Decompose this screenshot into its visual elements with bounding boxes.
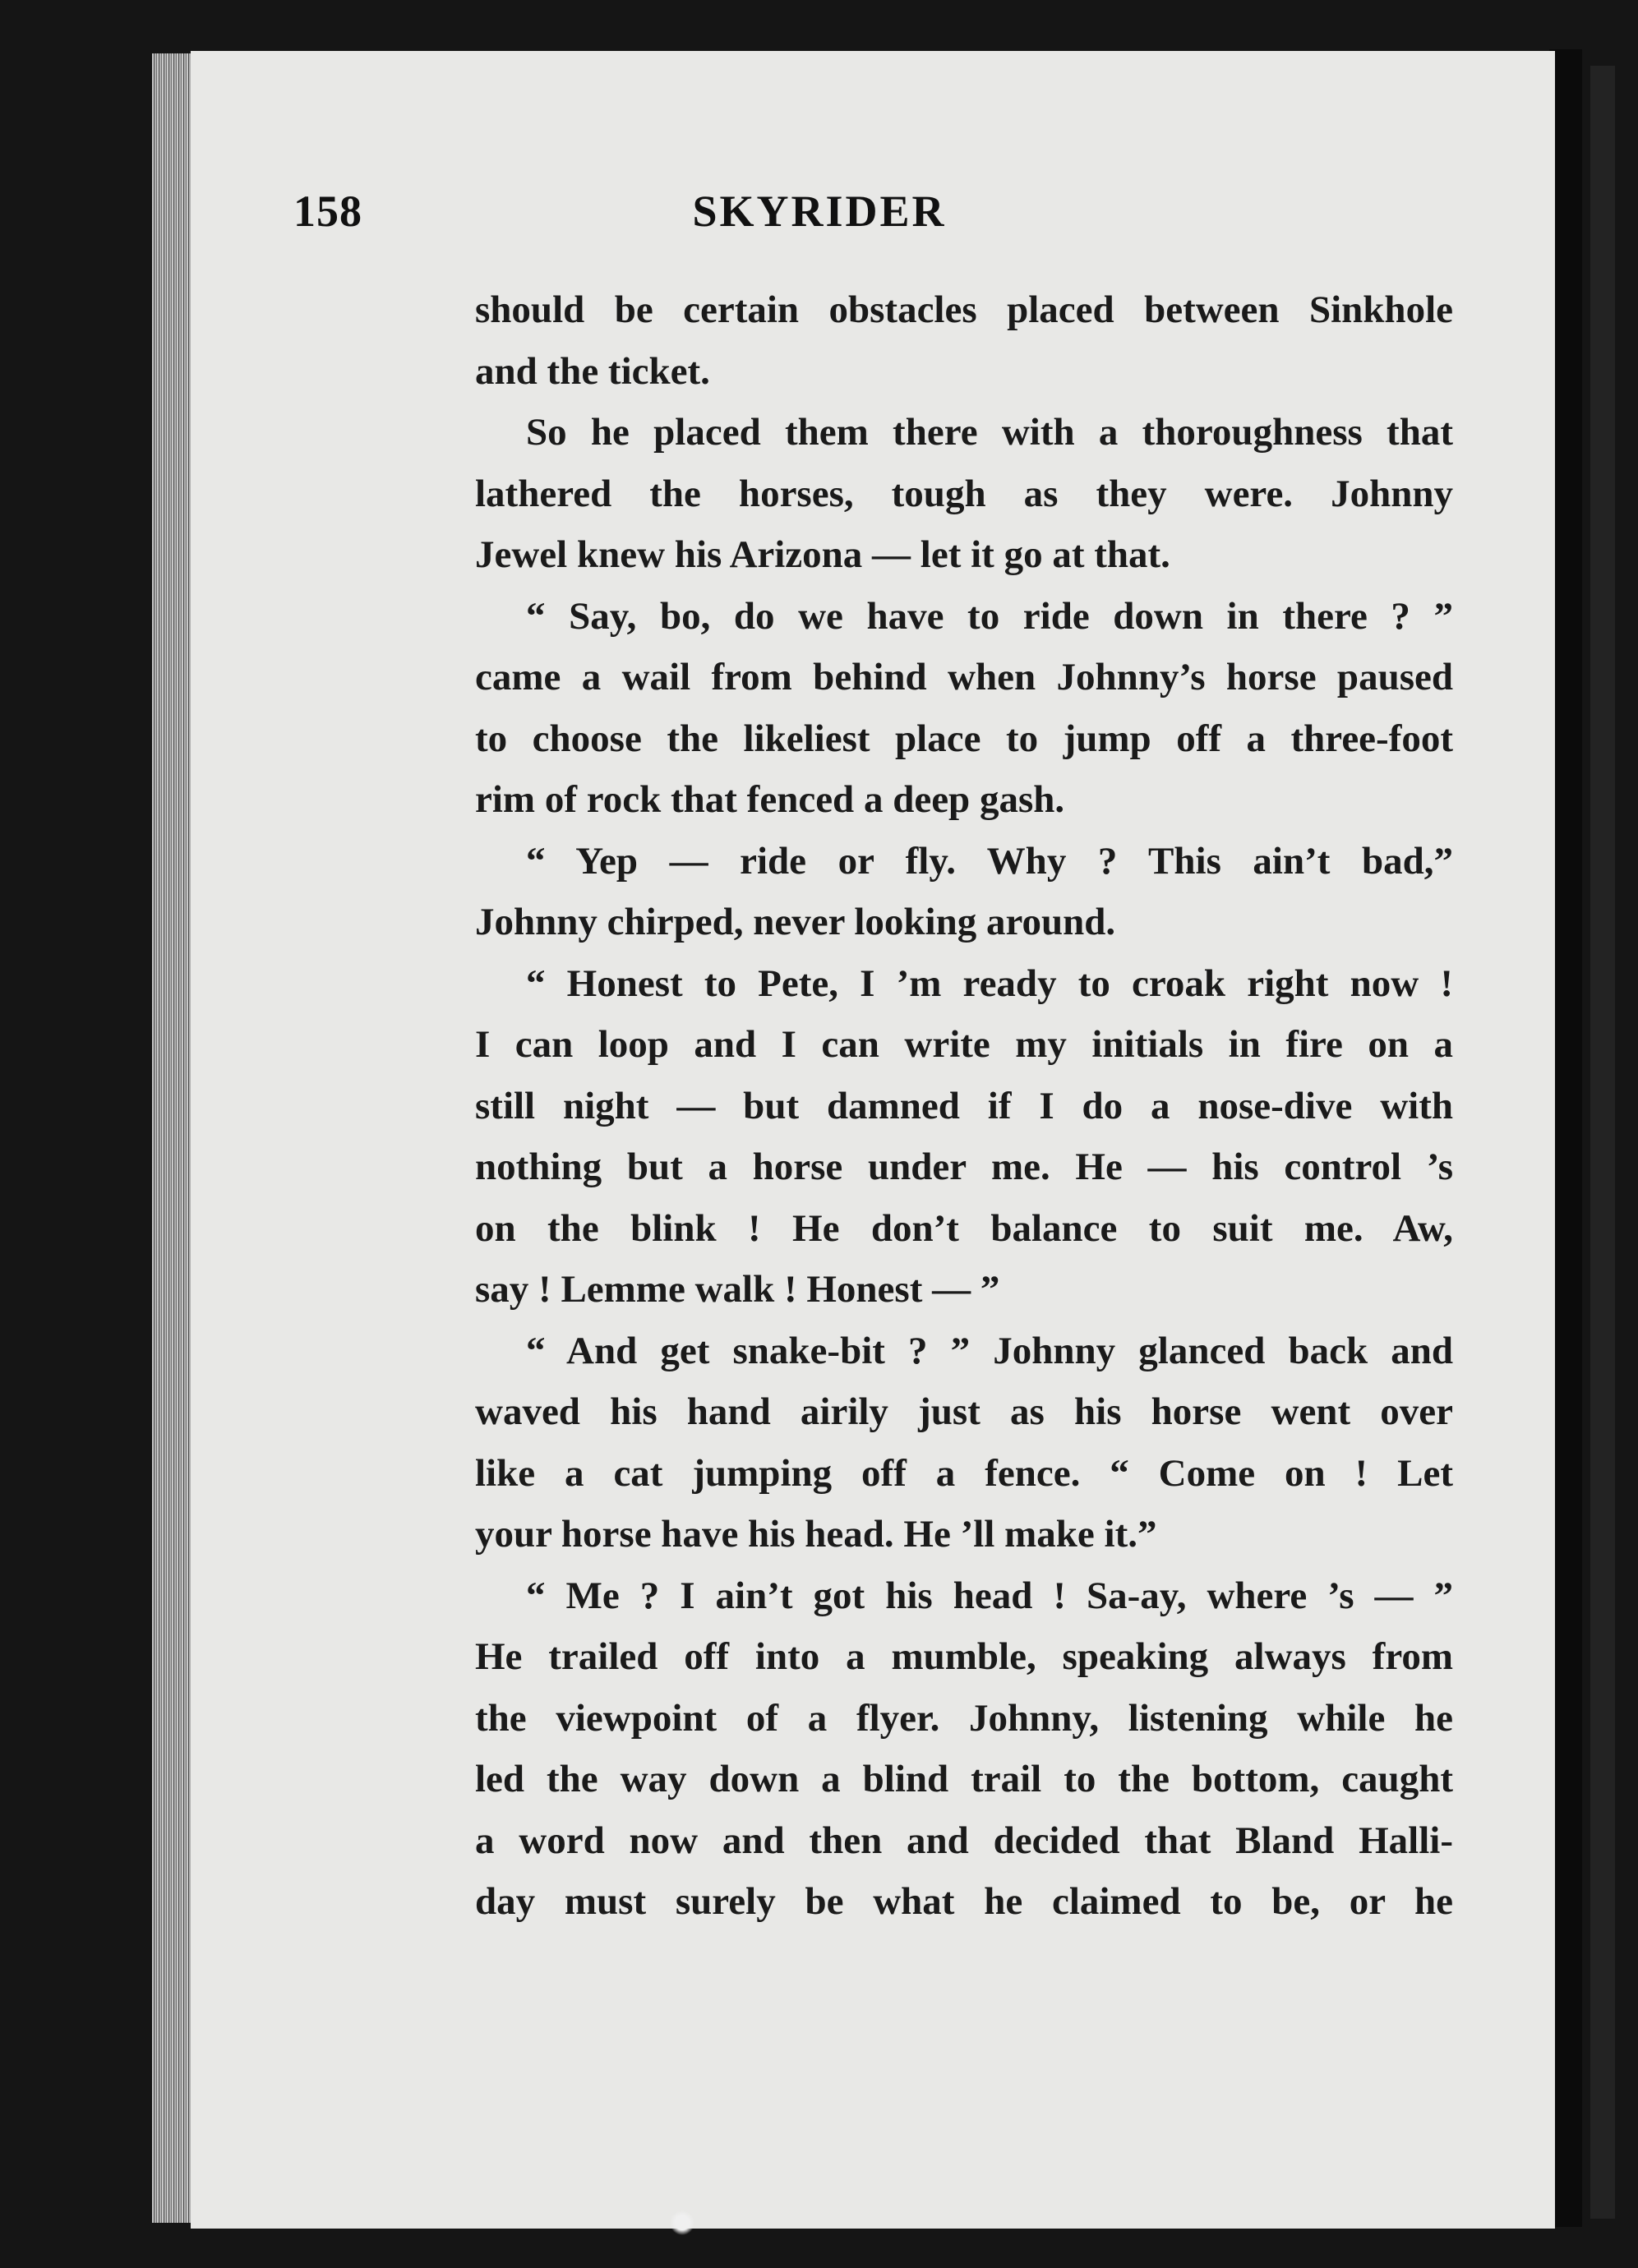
- text-line: led the way down a blind trail to the bottom, caught: [475, 1758, 1453, 1800]
- text-line: waved his hand airily just as his horse went over: [475, 1390, 1453, 1433]
- text-line: still night — but damned if I do a nose-dive with: [475, 1084, 1453, 1127]
- text-line: “ Yep — ride or fly. Why ? This ain’t bad,”: [526, 839, 1453, 883]
- text-line: “ Honest to Pete, I ’m ready to croak right now !: [526, 961, 1453, 1005]
- text-line: Jewel knew his Arizona — let it go at that.: [475, 533, 1170, 576]
- body-text: [475, 279, 1453, 1933]
- text-line: and the ticket.: [475, 349, 710, 393]
- running-head: [293, 186, 1124, 251]
- text-line: say ! Lemme walk ! Honest — ”: [475, 1268, 1000, 1311]
- text-line: the viewpoint of a flyer. Johnny, listening while he: [475, 1696, 1453, 1740]
- text-line: He trailed off into a mumble, speaking always from: [475, 1635, 1453, 1678]
- text-line: like a cat jumping off a fence. “ Come on ! Let: [475, 1451, 1453, 1495]
- text-line: to choose the likeliest place to jump off a three-foot: [475, 717, 1453, 760]
- text-line: came a wail from behind when Johnny’s horse paused: [475, 656, 1453, 698]
- text-line: should be certain obstacles placed between Sinkhole: [475, 288, 1453, 331]
- scan-blemish: [666, 2210, 699, 2235]
- text-line: “ And get snake-bit ? ” Johnny glanced back and: [526, 1329, 1453, 1372]
- text-line: a word now and then and decided that Bland Halli-: [475, 1819, 1453, 1862]
- text-line: rim of rock that fenced a deep gash.: [475, 778, 1065, 821]
- text-line: your horse have his head. He ’ll make it.”: [475, 1513, 1157, 1556]
- text-line: “ Say, bo, do we have to ride down in there ? ”: [526, 594, 1453, 638]
- page-number: 158: [293, 187, 362, 236]
- text-line: nothing but a horse under me. He — his control ’s: [475, 1146, 1453, 1188]
- text-line: So he placed them there with a thoroughness that: [526, 411, 1453, 454]
- right-edge-strip: [1590, 66, 1615, 2219]
- text-line: on the blink ! He don’t balance to suit me. Aw,: [475, 1206, 1453, 1250]
- text-line: lathered the horses, tough as they were. Johnny: [475, 472, 1453, 515]
- text-line: I can loop and I can write my initials in fire on a: [475, 1023, 1453, 1066]
- text-line: “ Me ? I ain’t got his head ! Sa-ay, where ’s — ”: [526, 1574, 1453, 1617]
- text-line: Johnny chirped, never looking around.: [475, 901, 1116, 943]
- text-line: day must surely be what he claimed to be, or he: [475, 1880, 1453, 1923]
- running-title: SKYRIDER: [692, 187, 947, 236]
